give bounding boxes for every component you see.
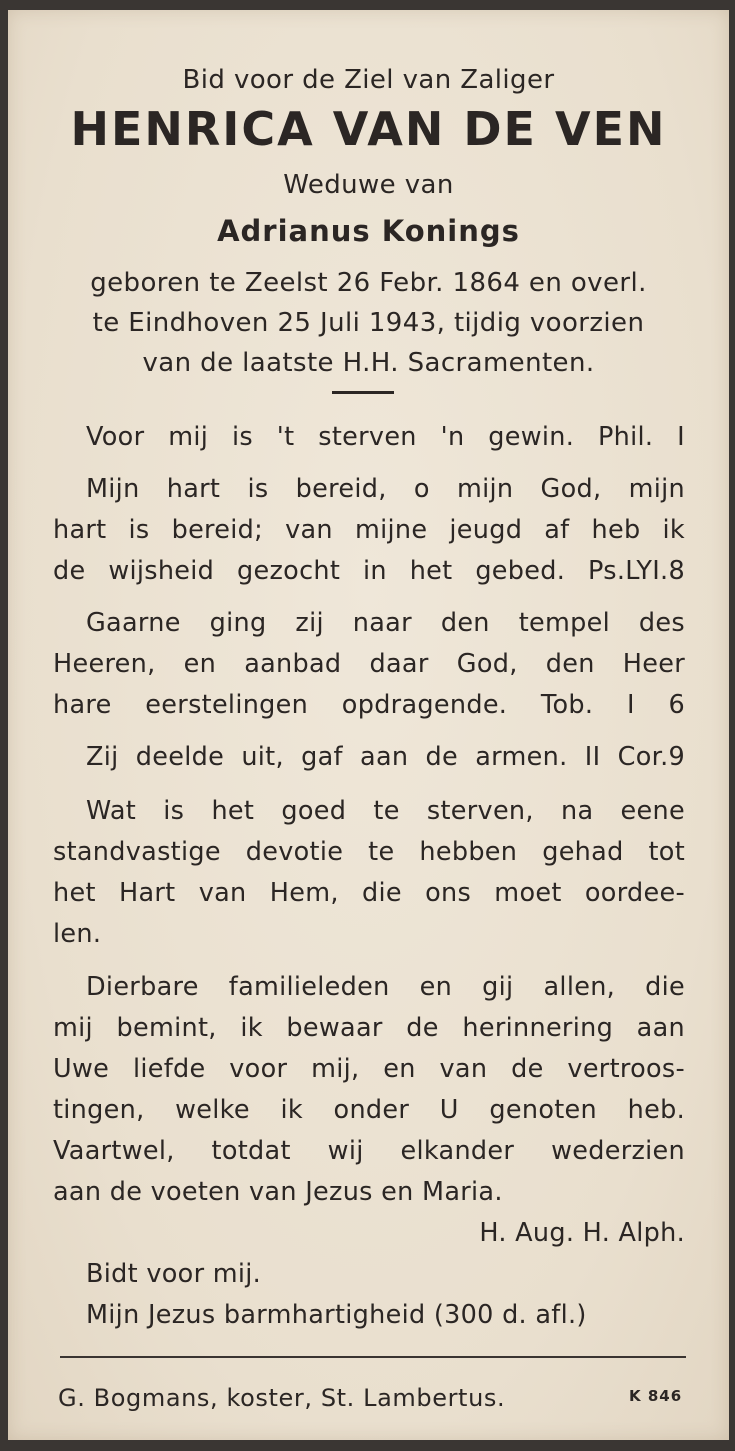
verse-cor: Zij deelde uit, gaf aan de armen. II Cor.9 — [86, 742, 685, 772]
closing-prayer-2: Mijn Jezus barmhartigheid (300 d. afl.) — [86, 1300, 587, 1330]
bio-line-1: geboren te Zeelst 26 Febr. 1864 en overl. — [90, 268, 647, 298]
invocation-text: Bid voor de Ziel van Zaliger — [182, 65, 555, 95]
verse-devotion-line-2: standvastige devotie te hebben gehad tot — [53, 837, 685, 867]
farewell-line-6: aan de voeten van Jezus en Maria. — [53, 1177, 503, 1207]
bio-line-3: van de laatste H.H. Sacramenten. — [142, 348, 595, 378]
verse-tobit-line-2: Heeren, en aanbad daar God, den Heer — [53, 649, 685, 679]
verse-devotion-line-4: len. — [53, 919, 102, 949]
verse-tobit-line-3: hare eerstelingen opdragende. Tob. I 6 — [53, 690, 685, 720]
memorial-card — [8, 10, 729, 1440]
verse-devotion-line-3: het Hart van Hem, die ons moet oordee- — [53, 878, 685, 908]
verse-devotion-line-1: Wat is het goed te sterven, na eene — [86, 796, 685, 826]
farewell-line-1: Dierbare familieleden en gij allen, die — [86, 972, 685, 1002]
husband-name: Adrianus Konings — [217, 214, 520, 248]
verse-psalm-line-2: hart is bereid; van mijne jeugd af heb ik — [53, 515, 685, 545]
footer-divider — [60, 1356, 686, 1358]
deceased-name: HENRICA VAN DE VEN — [70, 102, 667, 156]
section-divider — [332, 391, 394, 394]
bio-line-2: te Eindhoven 25 Juli 1943, tijdig voorzien — [92, 308, 645, 338]
verse-psalm-line-3: de wijsheid gezocht in het gebed. Ps.LYI.8 — [53, 556, 685, 586]
verse-tobit-line-1: Gaarne ging zij naar den tempel des — [86, 608, 685, 638]
print-code: K 846 — [629, 1387, 683, 1405]
widow-of-text: Weduwe van — [283, 170, 454, 200]
closing-prayer-1: Bidt voor mij. — [86, 1259, 262, 1289]
farewell-attribution: H. Aug. H. Alph. — [479, 1218, 685, 1248]
farewell-line-2: mij bemint, ik bewaar de herinnering aan — [53, 1013, 685, 1043]
printer-credit: G. Bogmans, koster, St. Lambertus. — [58, 1384, 506, 1412]
farewell-line-3: Uwe liefde voor mij, en van de vertroos- — [53, 1054, 685, 1084]
farewell-line-5: Vaartwel, totdat wij elkander wederzien — [53, 1136, 685, 1166]
verse-phil: Voor mij is 't sterven 'n gewin. Phil. I — [86, 422, 685, 452]
farewell-line-4: tingen, welke ik onder U genoten heb. — [53, 1095, 685, 1125]
verse-psalm-line-1: Mijn hart is bereid, o mijn God, mijn — [86, 474, 685, 504]
